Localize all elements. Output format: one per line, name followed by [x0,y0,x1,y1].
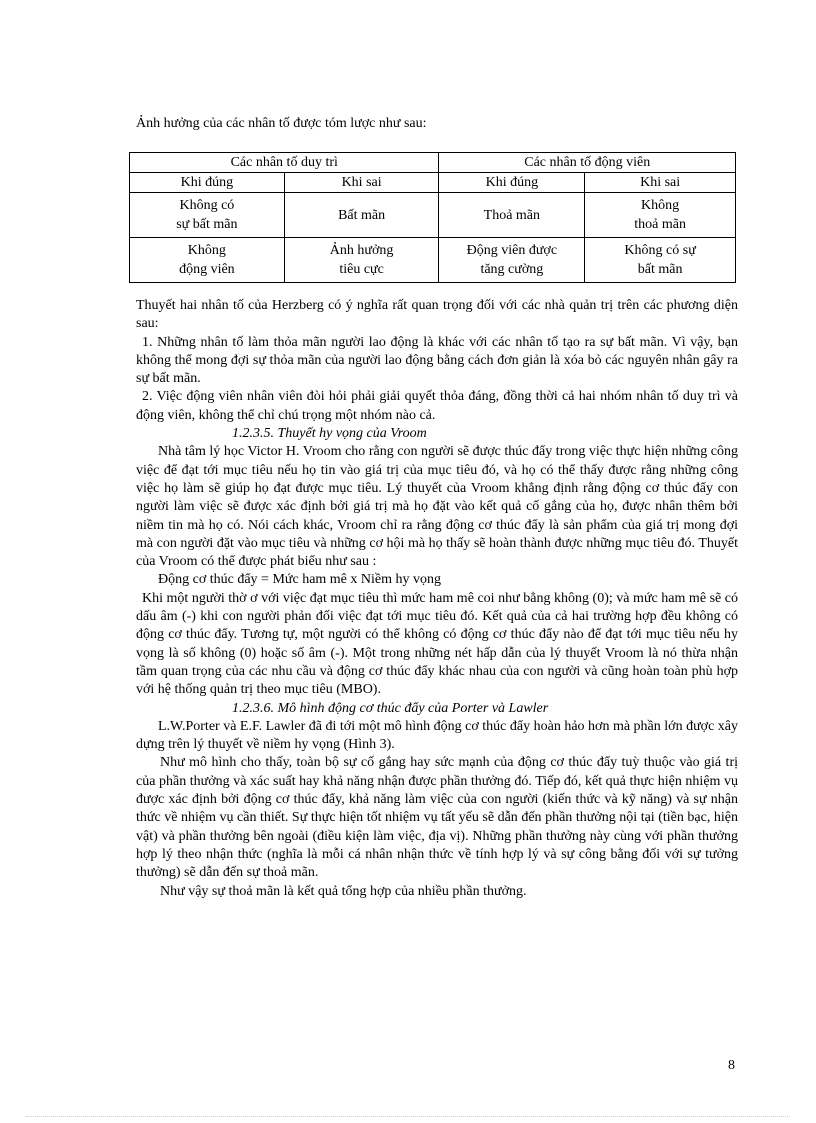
table-row [130,238,736,283]
subheader-cell: Khi sai [284,173,439,193]
subheader-cell: Khi sai [585,173,736,193]
formula: Động cơ thúc đẩy = Mức ham mê x Niềm hy vọng [158,572,442,588]
paragraph: Nhà tâm lý học Victor H. Vroom cho rằng con người sẽ được thúc đẩy trong việc thực hiện những công việc để đạt tới mục tiêu nếu họ tin vào giá trị của mục tiêu đó, và họ có thể thấy được rằng những công việc họ làm sẽ giúp họ đạt được mục tiêu. Lý thuyết của Vroom khẳng định rằng động cơ thúc đẩy con người làm việc sẽ được xác định bởi giá trị mà họ đặt vào kết quả cố gắng của họ, được nhân thêm bởi niềm tin mà họ có. Nói cách khác, Vroom chỉ ra rằng động cơ thúc đẩy là sản phẩm của giá trị mong đợi mà con người đặt vào mục tiêu và những cơ hội mà họ thấy sẽ hoàn thành được những mục tiêu đó. Thuyết của Vroom có thể được phát biểu như sau : [136,444,738,570]
list-item: 1. Những nhân tố làm thỏa mãn người lao động là khác với các nhân tố tạo ra sự bất mãn. Vì vậy, bạn không thể mong đợi sự thỏa mãn của người lao động bằng cách đơn giản là xóa bỏ các nguyên nhân gây ra sự bất mãn. [136,334,738,387]
list-item: 2. Việc động viên nhân viên đòi hỏi phải giải quyết thỏa đáng, đồng thời cả hai nhóm nhân tố duy trì và động viên, không thể chỉ chú trọng một nhóm nào cả. [136,389,738,423]
table-sub-header-row [130,173,736,193]
paragraph: Như mô hình cho thấy, toàn bộ sự cố gắng hay sức mạnh của động cơ thúc đẩy tuỳ thuộc vào giá trị của phần thưởng và xác suất hay khả năng nhận được phần thưởng đó. Tiếp đó, kết quả thực hiện nhiệm vụ được xác định bởi động cơ thúc đẩy, khả năng làm việc của con người (kiến thức và kỹ năng) và sự nhận thức về nhiệm vụ cần thiết. Sự thực hiện tốt nhiệm vụ tất yếu sẽ dẫn đến phần thưởng nội tại (tiền bạc, hiện vật) và phần thưởng bên ngoài (điều kiện làm việc, địa vị). Những phần thưởng này cùng với phần thưởng hợp lý theo nhận thức (nghĩa là mỗi cá nhân nhận thức về tính hợp lý và sự công bằng đối với sự tưởng thưởng) sẽ dẫn đến sự thoả mãn. [136,755,738,881]
subheader-cell: Khi đúng [439,173,585,193]
paragraph: Thuyết hai nhân tố của Herzberg có ý nghĩa rất quan trọng đối với các nhà quản trị trên các phương diện sau: [136,298,738,332]
paragraph: L.W.Porter và E.F. Lawler đã đi tới một mô hình động cơ thúc đẩy hoàn hảo hơn mà phần lớn được xây dựng trên lý thuyết về niềm hy vọng (Hình 3). [136,718,738,753]
page-number: 8 [728,1058,735,1073]
table-group-header-row [130,153,736,173]
table-cell: Động viên được tăng cường [439,238,585,283]
table-row [130,193,736,238]
section-heading: 1.2.3.6. Mô hình động cơ thúc đẩy của Porter và Lawler [232,700,549,716]
paragraph: Khi một người thờ ơ với việc đạt mục tiêu thì mức ham mê coi như bằng không (0); và mức ham mê sẽ có dấu âm (-) khi con người phản đối việc đạt tới mục tiêu đó. Kết quả của cả hai trường hợp đều không có động cơ thúc đẩy. Tương tự, một người có thể không có động cơ thúc đẩy nào để đạt tới mục tiêu nếu hy vọng là số không (0) hoặc số âm (-). Một trong những nét hấp dẫn của lý thuyết Vroom là nó thừa nhận tầm quan trọng của các nhu cầu và động cơ thúc đẩy khác nhau của con người và cũng hoàn toàn phù hợp với hệ thống quản trị theo mục tiêu (MBO). [136,590,738,698]
body-text [136,297,738,901]
table-cell: Thoả mãn [439,193,585,238]
header-maintenance-factors: Các nhân tố duy trì [130,153,439,173]
table-cell: Không thoả mãn [585,193,736,238]
table-cell: Không có sự bất mãn [130,193,285,238]
table-cell: Không có sự bất mãn [585,238,736,283]
header-motivation-factors: Các nhân tố động viên [439,153,736,173]
table-cell: Không động viên [130,238,285,283]
intro-text: Ảnh hưởng của các nhân tố được tóm lược như sau: [136,116,427,131]
paragraph: Như vậy sự thoả mãn là kết quả tổng hợp của nhiều phần thưởng. [160,883,527,899]
section-heading: 1.2.3.5. Thuyết hy vọng của Vroom [232,426,427,442]
table-cell: Ảnh hưởng tiêu cực [284,238,439,283]
factors-table [129,152,736,283]
subheader-cell: Khi đúng [130,173,285,193]
table-cell: Bất mãn [284,193,439,238]
page-edge-divider [26,1116,790,1117]
